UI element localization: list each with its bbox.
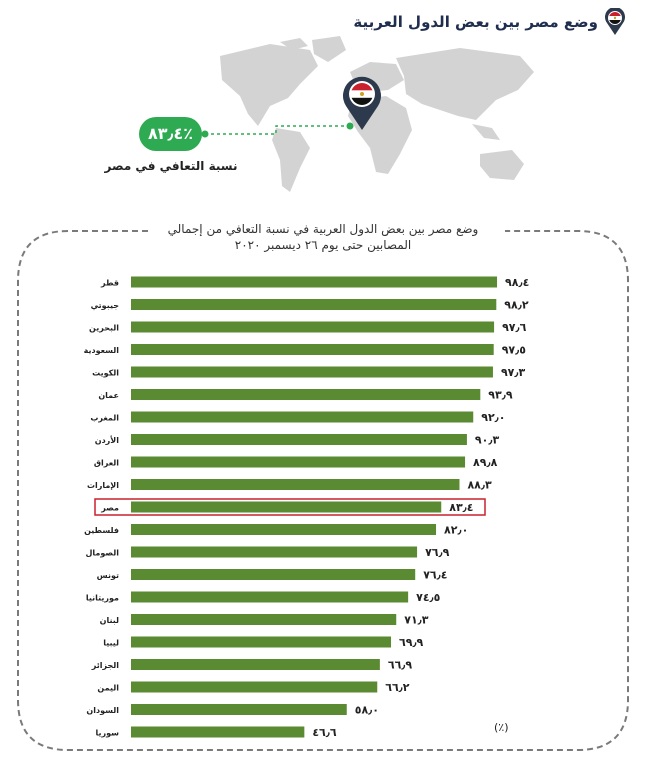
value-label: ٩٣٫٩ (488, 388, 513, 402)
recovery-rate-badge: ٨٣٫٤٪ (139, 117, 202, 151)
value-label: ٦٦٫٩ (387, 658, 413, 672)
bar (131, 457, 465, 468)
bar (131, 322, 494, 333)
recovery-rate-label: نسبة التعافي في مصر (104, 159, 238, 173)
bar (131, 367, 493, 378)
value-label: ٧٦٫٤ (423, 568, 448, 582)
bar (131, 569, 415, 580)
bar (131, 524, 436, 535)
category-label: مصر (101, 503, 119, 513)
bar (131, 412, 473, 423)
category-label: فلسطين (84, 526, 119, 535)
category-label: تونس (96, 571, 119, 580)
category-label: عمان (98, 391, 119, 400)
bar (131, 479, 459, 490)
value-label: ٨٣٫٤ (449, 501, 474, 514)
value-label: ٩٨٫٤ (505, 276, 530, 289)
bar (131, 682, 377, 693)
bar (131, 637, 391, 648)
category-label: المغرب (90, 413, 119, 423)
value-label: ٧٤٫٥ (416, 591, 441, 604)
value-label: ٨٩٫٨ (473, 456, 498, 469)
category-label: اليمن (97, 683, 119, 693)
category-label: موريتانيا (85, 593, 119, 603)
bar (131, 592, 408, 603)
bar (131, 547, 417, 558)
value-label: ٩٠٫٣ (474, 433, 500, 447)
category-label: السعودية (83, 346, 119, 355)
value-label: ٩٢٫٠ (481, 411, 506, 424)
category-label: سوريا (95, 728, 119, 738)
category-label: لبنان (99, 616, 119, 625)
bar (131, 502, 441, 513)
bar (131, 299, 496, 310)
value-label: ٦٦٫٢ (385, 681, 410, 694)
bar (131, 704, 347, 715)
category-label: الكويت (92, 368, 119, 378)
value-label: ٨٨٫٣ (467, 478, 492, 492)
bar (131, 727, 304, 738)
bar (131, 659, 380, 670)
bar (131, 277, 497, 288)
value-label: ٩٧٫٦ (502, 321, 527, 334)
unit-label: (٪) (494, 721, 509, 734)
category-label: جيبوتي (90, 301, 119, 310)
value-label: ٩٧٫٥ (501, 343, 526, 357)
value-label: ٩٨٫٢ (504, 298, 529, 312)
category-label: الصومال (85, 548, 119, 558)
category-label: الأردن (94, 436, 119, 445)
category-label: العراق (93, 458, 119, 468)
bar (131, 389, 480, 400)
value-label: ٥٨٫٠ (354, 703, 380, 717)
chart-title-line-2: المصابين حتى يوم ٢٦ ديسمبر ٢٠٢٠ (234, 238, 412, 252)
bar (131, 434, 467, 445)
value-label: ٧٦٫٩ (425, 546, 450, 559)
category-label: البحرين (89, 323, 119, 333)
category-label: الإمارات (86, 481, 119, 490)
category-label: السودان (86, 706, 119, 715)
category-label: الجزائر (91, 661, 119, 670)
category-label: قطر (100, 278, 119, 288)
category-label: ليبيا (103, 638, 119, 648)
chart-title-line-1: وضع مصر بين بعض الدول العربية في نسبة التعافي من إجمالي (167, 222, 479, 236)
value-label: ٧١٫٣ (404, 613, 429, 627)
value-label: ٤٦٫٦ (312, 726, 337, 739)
bar (131, 344, 494, 355)
bar (131, 614, 396, 625)
page-title: وضع مصر بين بعض الدول العربية (353, 13, 598, 31)
value-label: ٦٩٫٩ (399, 636, 424, 649)
value-label: ٨٢٫٠ (444, 523, 469, 537)
value-label: ٩٧٫٣ (500, 366, 526, 379)
